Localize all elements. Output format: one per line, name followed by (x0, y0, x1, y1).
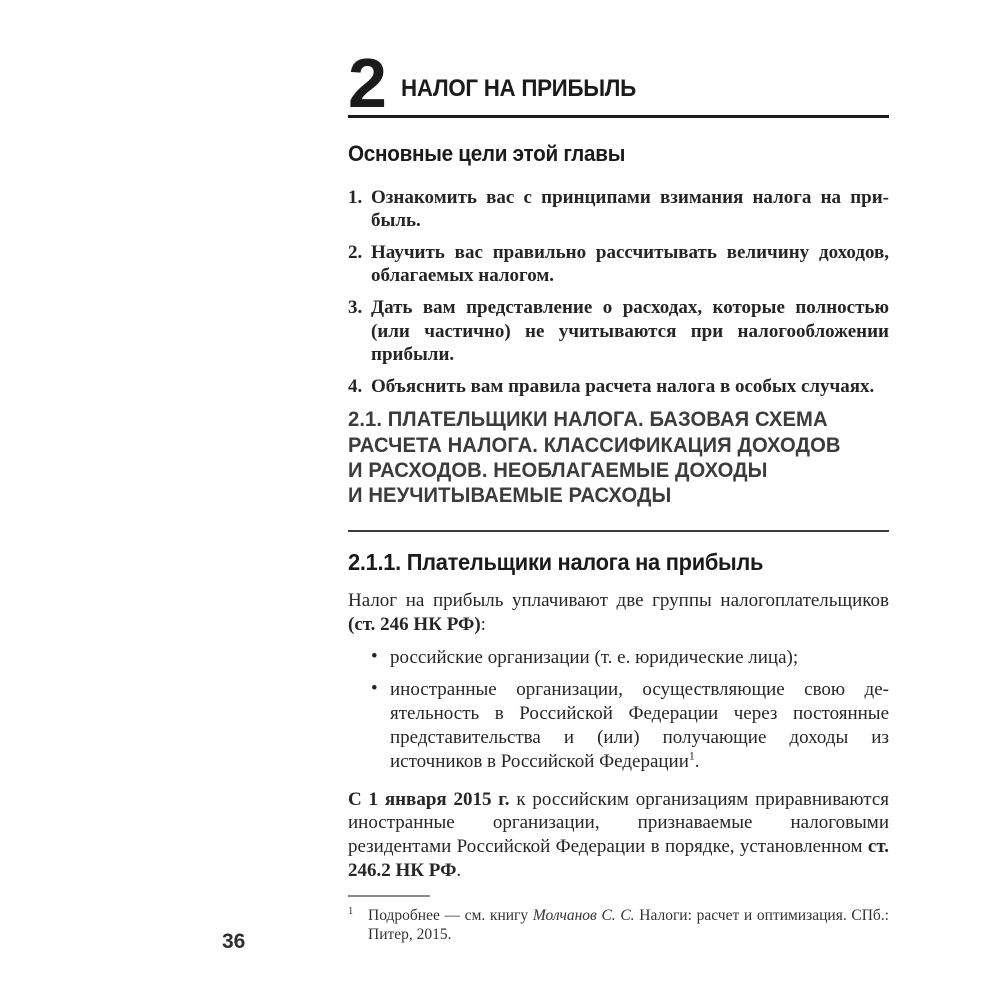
bullet-icon: • (371, 645, 378, 667)
section-divider (348, 530, 889, 532)
section-heading-line: РАСЧЕТА НАЛОГА. КЛАССИФИКАЦИЯ ДОХОДОВ (348, 432, 841, 457)
goal-item-2 (348, 241, 889, 287)
page-number: 36 (222, 930, 246, 953)
goals-heading: Основные цели этой главы (348, 140, 626, 166)
goal-item-1 (348, 186, 889, 232)
footnote-content: Подробнее — см. книгу Молчанов С. С. Налоги: расчет и оптимизация. СПб.: Питер, 2015. (368, 906, 889, 944)
list-item (348, 678, 889, 773)
section-heading-line: 2.1. ПЛАТЕЛЬЩИКИ НАЛОГА. БАЗОВАЯ СХЕМА (348, 407, 828, 432)
footnote-marker: 1 (348, 905, 354, 917)
subsection-heading-2-1-1: 2.1.1. Плательщики налога на прибыль (348, 549, 764, 576)
chapter-title: НАЛОГ НА ПРИБЫЛЬ (400, 74, 636, 102)
section-heading-2-1 (348, 407, 857, 508)
section-heading-line: И НЕУЧИТЫВАЕМЫЕ РАСХОДЫ (348, 483, 672, 508)
bullet-text: иностранные организации, осуществляющие свою деятельность в Российской Федерации через постоянные представительства и (или) получающие доходы из источников в Российской Федерации$^1$. (390, 679, 889, 772)
goal-text: Ознакомить вас с принципами взимания налога на прибыль. (371, 186, 889, 231)
goal-item-4 (348, 375, 889, 398)
goal-text: Научить вас правильно рассчитывать величину доходов, облагаемых налогом. (371, 242, 889, 287)
footnote-text (348, 905, 889, 945)
goal-item-3 (348, 296, 889, 366)
bullet-text: российские организации (т. е. юридические лица); (390, 646, 799, 668)
page-content (348, 44, 889, 945)
chapter-header (348, 44, 889, 122)
section-heading-line: И РАСХОДОВ. НЕОБЛАГАЕМЫЕ ДОХОДЫ (348, 457, 768, 482)
footnote-divider (348, 895, 430, 897)
goal-number: 1. (348, 186, 363, 208)
chapter-number: 2 (348, 44, 385, 122)
taxpayer-bullet-list (348, 646, 889, 774)
bullet-icon: • (371, 678, 378, 700)
goal-number: 4. (348, 375, 363, 397)
goal-text: Дать вам представление о расходах, которые полностью (или частично) не учитываются при налогообложении прибыли. (371, 297, 889, 365)
list-item (348, 646, 889, 670)
goal-number: 2. (348, 242, 363, 264)
goal-text: Объяснить вам правила расчета налога в особых случаях. (371, 375, 875, 397)
footnote-block (348, 895, 889, 945)
paragraph-2015: С 1 января 2015 г. к российским организациям приравниваются иностранные организации, признаваемые налоговыми резидентами Российской Федерации в порядке, установленном ст. 246.2 НК РФ. (348, 788, 889, 881)
intro-paragraph: Налог на прибыль уплачивают две группы налогоплательщиков (ст. 246 НК РФ): (348, 590, 889, 635)
goal-number: 3. (348, 297, 363, 319)
goals-list (348, 186, 889, 398)
